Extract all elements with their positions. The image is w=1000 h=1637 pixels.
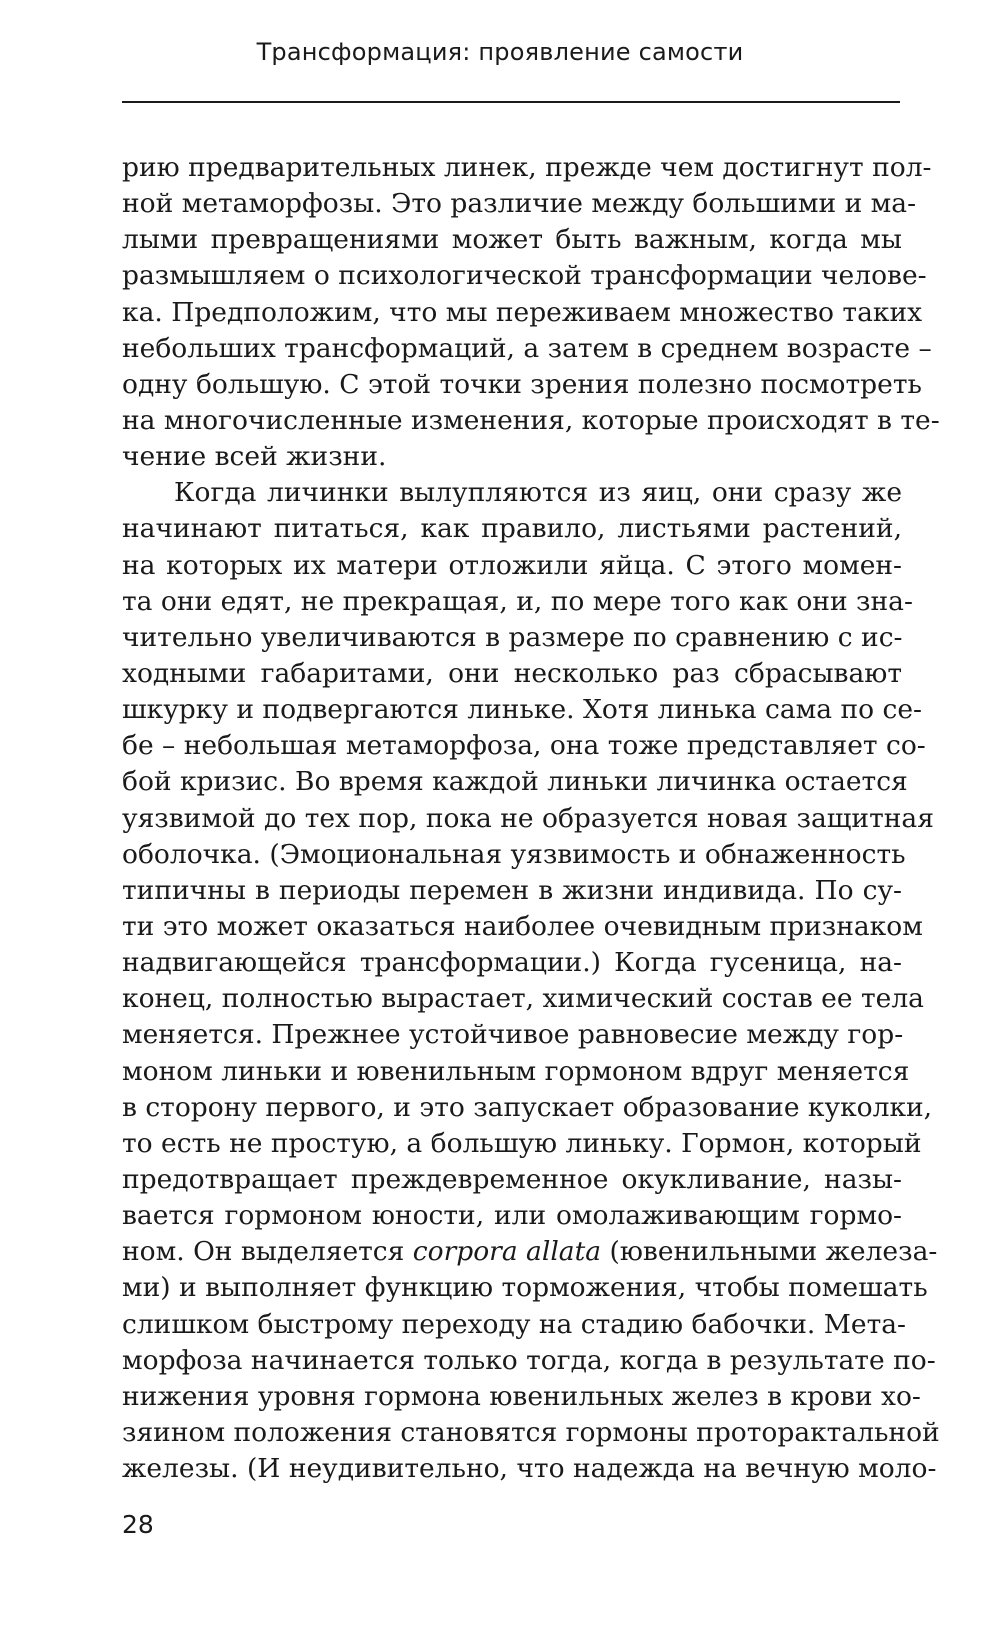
text-line: бе – небольшая метаморфоза, она тоже представляет со- bbox=[122, 730, 926, 762]
text-line: на которых их матери отложили яйца. С этого момен- bbox=[122, 549, 902, 581]
text-line: предотвращает преждевременное окукливание, назы- bbox=[122, 1163, 902, 1195]
text-line: чительно увеличиваются в размере по сравнению с ис- bbox=[122, 621, 903, 653]
body-text bbox=[122, 150, 940, 1487]
text-line: меняется. Прежнее устойчивое равновесие между гор- bbox=[122, 1019, 904, 1051]
text-line: слишком быстрому переходу на стадию бабочки. Мета- bbox=[122, 1308, 906, 1340]
text-line: морфоза начинается только тогда, когда в результате по- bbox=[122, 1344, 936, 1376]
text-line: моном линьки и ювенильным гормоном вдруг меняется bbox=[122, 1055, 910, 1087]
text-line: на многочисленные изменения, которые происходят в те- bbox=[122, 404, 940, 436]
text-line: в сторону первого, и это запускает образование куколки, bbox=[122, 1091, 933, 1123]
line-segment: ном. Он выделяется bbox=[122, 1236, 413, 1268]
text-line: шкурку и подвергаются линьке. Хотя линька сама по се- bbox=[122, 694, 922, 726]
text-line: железы. (И неудивительно, что надежда на вечную моло- bbox=[122, 1453, 937, 1485]
text-line: надвигающейся трансформации.) Когда гусеница, на- bbox=[122, 947, 902, 979]
text-line: оболочка. (Эмоциональная уязвимость и обнаженность bbox=[122, 838, 906, 870]
text-line: вается гормоном юности, или омолаживающим гормо- bbox=[122, 1200, 902, 1232]
text-line: Когда личинки вылупляются из яиц, они сразу же bbox=[174, 477, 902, 509]
header-rule bbox=[122, 101, 900, 103]
text-line: нижения уровня гормона ювенильных желез в крови хо- bbox=[122, 1380, 921, 1412]
text-line-with-italic bbox=[122, 1234, 938, 1270]
text-line: лыми превращениями может быть важным, когда мы bbox=[122, 224, 902, 256]
text-line: ка. Предположим, что мы переживаем множество таких bbox=[122, 296, 923, 328]
running-head: Трансформация: проявление самости bbox=[256, 38, 744, 66]
text-line: типичны в периоды перемен в жизни индивида. По су- bbox=[122, 874, 902, 906]
text-line: та они едят, не прекращая, и, по мере того как они зна- bbox=[122, 585, 913, 617]
text-line: размышляем о психологической трансформации челове- bbox=[122, 260, 927, 292]
text-line: ми) и выполняет функцию торможения, чтобы помешать bbox=[122, 1272, 928, 1304]
text-line: чение всей жизни. bbox=[122, 441, 387, 473]
text-line: рию предварительных линек, прежде чем достигнут пол- bbox=[122, 152, 932, 183]
italic-term: corpora allata bbox=[412, 1236, 602, 1268]
text-line: начинают питаться, как правило, листьями растений, bbox=[122, 513, 902, 545]
text-line: конец, полностью вырастает, химический состав ее тела bbox=[122, 983, 924, 1015]
text-line: ходными габаритами, они несколько раз сбрасывают bbox=[122, 657, 902, 689]
text-line: одну большую. С этой точки зрения полезно посмотреть bbox=[122, 368, 922, 400]
text-line: ти это может оказаться наиболее очевидным признаком bbox=[122, 910, 923, 942]
text-line: бой кризис. Во время каждой линьки личинка остается bbox=[122, 766, 908, 798]
text-line: уязвимой до тех пор, пока не образуется новая защитная bbox=[122, 802, 934, 834]
text-line: небольших трансформаций, а затем в среднем возрасте – bbox=[122, 332, 932, 364]
text-line: то есть не простую, а большую линьку. Гормон, который bbox=[122, 1127, 922, 1159]
page-number: 28 bbox=[122, 1510, 154, 1539]
line-segment: (ювенильными железа- bbox=[601, 1236, 938, 1268]
text-line: ной метаморфозы. Это различие между большими и ма- bbox=[122, 188, 917, 220]
text-line: зяином положения становятся гормоны проторактальной bbox=[122, 1416, 940, 1448]
